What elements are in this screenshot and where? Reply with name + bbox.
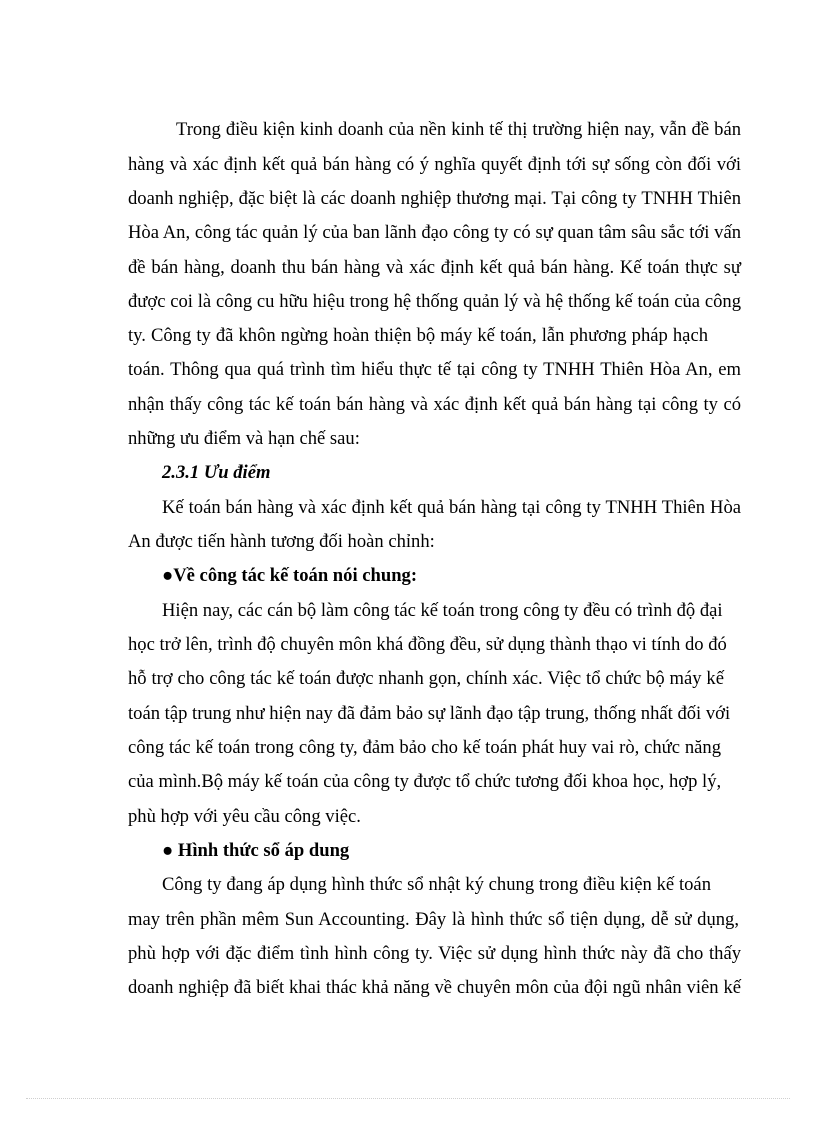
- bullet-heading: ● Hình thức sổ áp dung: [162, 840, 350, 861]
- paragraph-line: nhận thấy công tác kế toán bán hàng và xác định kết quả bán hàng tại công ty có: [128, 394, 741, 415]
- paragraph-line: doanh nghiệp, đặc biệt là các doanh nghiệp thương mại. Tại công ty TNHH Thiên: [128, 188, 741, 209]
- page-bottom-divider: [26, 1098, 790, 1099]
- paragraph-line: phù hợp với đặc điểm tình hình công ty. Việc sử dụng hình thức này đã cho thấy: [128, 943, 741, 964]
- paragraph-line: hàng và xác định kết quả bán hàng có ý nghĩa quyết định tới sự sống còn đối với: [128, 154, 741, 175]
- paragraph-line: công tác kế toán trong công ty, đảm bảo cho kế toán phát huy vai rò, chức năng: [128, 737, 721, 758]
- paragraph-line: Công ty đang áp dụng hình thức sổ nhật ký chung trong điều kiện kế toán: [162, 874, 711, 895]
- paragraph-line: của mình.Bộ máy kế toán của công ty được tổ chức tương đối khoa học, hợp lý,: [128, 771, 722, 792]
- paragraph-line: toán. Thông qua quá trình tìm hiểu thực tế tại công ty TNHH Thiên Hòa An, em: [128, 359, 741, 380]
- paragraph-line: đề bán hàng, doanh thu bán hàng và xác định kết quả bán hàng. Kế toán thực sự: [128, 257, 741, 278]
- paragraph-line: được coi là công cu hữu hiệu trong hệ thống quản lý và hệ thống kế toán của công: [128, 291, 741, 312]
- paragraph-line: doanh nghiệp đã biết khai thác khả năng về chuyên môn của đội ngũ nhân viên kế: [128, 977, 741, 998]
- paragraph-line: Hiện nay, các cán bộ làm công tác kế toán trong công ty đều có trình độ đại: [162, 600, 723, 621]
- paragraph-line: Hòa An, công tác quản lý của ban lãnh đạo công ty có sự quan tâm sâu sắc tới vấn: [128, 222, 741, 243]
- paragraph-line: phù hợp với yêu cầu công việc.: [128, 806, 361, 827]
- paragraph-line: Kế toán bán hàng và xác định kết quả bán hàng tại công ty TNHH Thiên Hòa: [162, 497, 741, 518]
- paragraph-line: học trở lên, trình độ chuyên môn khá đồng đều, sử dụng thành thạo vi tính do đó: [128, 634, 727, 655]
- section-heading: 2.3.1 Ưu điểm: [162, 462, 271, 483]
- paragraph-line: hỗ trợ cho công tác kế toán được nhanh gọn, chính xác. Việc tổ chức bộ máy kế: [128, 668, 724, 689]
- paragraph-line: may trên phần mêm Sun Accounting. Đây là hình thức sổ tiện dụng, dễ sử dụng,: [128, 909, 739, 930]
- paragraph-line: những ưu điểm và hạn chế sau:: [128, 428, 360, 449]
- paragraph-line: Trong điều kiện kinh doanh của nền kinh tế thị trường hiện nay, vẫn đề bán: [176, 119, 741, 140]
- paragraph-line: toán tập trung như hiện nay đã đảm bảo sự lãnh đạo tập trung, thống nhất đối với: [128, 703, 731, 724]
- paragraph-line: An được tiến hành tương đối hoàn chỉnh:: [128, 531, 435, 552]
- bullet-heading: ●Về công tác kế toán nói chung:: [162, 565, 418, 586]
- paragraph-line: ty. Công ty đã khôn ngừng hoàn thiện bộ máy kế toán, lẫn phương pháp hạch: [128, 325, 708, 346]
